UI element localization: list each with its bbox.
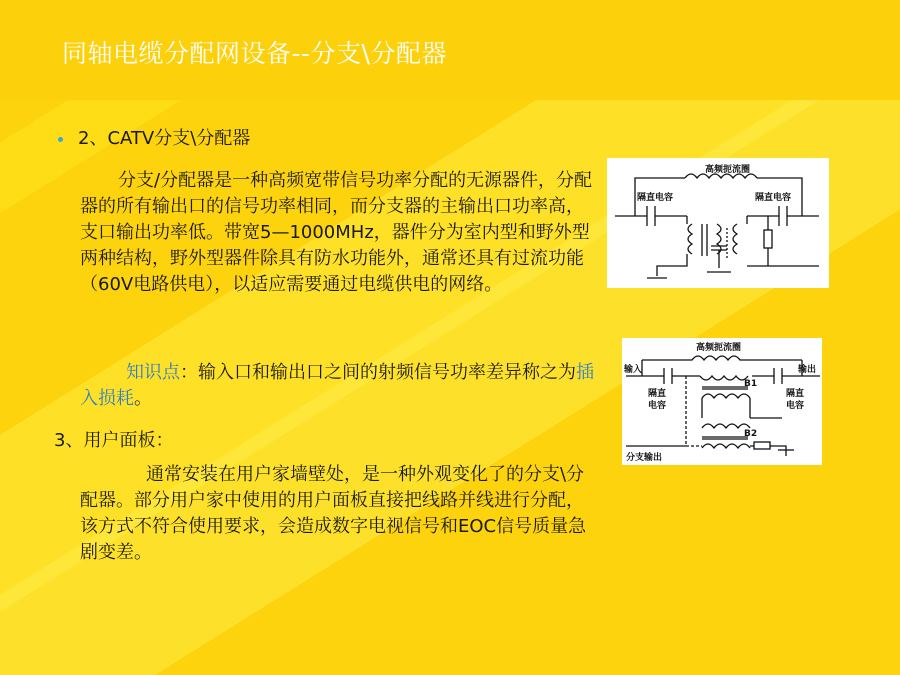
transformer-core — [702, 224, 707, 256]
output-label: 输出 — [798, 365, 817, 375]
b1-coil — [700, 376, 748, 380]
b2-secondary — [702, 444, 750, 448]
b1-core — [702, 387, 748, 389]
transformer-left-coil — [687, 216, 692, 254]
dashed-link — [686, 376, 702, 446]
slide-title: 同轴电缆分配网设备--分支\分配器 — [62, 39, 447, 68]
cap-left-label: 隔直电容 — [637, 193, 674, 203]
choke-label: 高频扼流圈 — [705, 165, 751, 175]
resistor — [764, 230, 772, 248]
section2-paragraph-text: 分支/分配器是一种高频宽带信号功率分配的无源器件，分配器的所有输出口的信号功率相同，而分支器的主输出口功率高，支口输出功率低。带宽5—1000MHz，器件分为室内型和野外型两种结构，野外型器件除具有防水功能外，通常还具有过流功能（60V电路供电），以适应需要通过电缆供电的网络。 — [80, 170, 593, 295]
knowledge-label: 知识点 — [126, 362, 180, 383]
b2-coil — [702, 424, 750, 428]
resistor — [754, 442, 770, 449]
transformer-right-coil — [733, 216, 747, 254]
knowledge-term: 插入损耗 — [80, 362, 594, 409]
knowledge-text-a: ：输入口和输出口之间的射频信号功率差异称之为 — [180, 362, 576, 383]
right-capacitor — [779, 206, 787, 226]
section3-paragraph-text: 通常安装在用户家墙壁处，是一种外观变化了的分支\分配器。部分用户家中使用的用户面板直接把线路并线进行分配，该方式不符合使用要求，会造成数字电视信号和EOC信号质量急剧变差。 — [80, 464, 587, 563]
left-capacitor — [664, 368, 672, 384]
distributor-circuit-diagram — [607, 158, 829, 288]
tap-circuit-svg — [622, 338, 822, 465]
b1-label: B1 — [744, 379, 758, 389]
choke-wire — [642, 356, 802, 360]
b1-secondary-wire — [702, 398, 782, 418]
cap-left-label-1: 隔直 — [648, 389, 667, 399]
knowledge-text-b: 。 — [134, 388, 152, 409]
section3-paragraph — [80, 462, 600, 566]
cap-left-label-2: 电容 — [648, 401, 667, 411]
knowledge-point — [80, 360, 600, 412]
mid-capacitor — [711, 246, 727, 268]
right-capacitor — [774, 368, 782, 384]
left-capacitor — [647, 206, 655, 226]
resistor-wire — [750, 446, 786, 456]
choke-label: 高频扼流圈 — [696, 343, 742, 353]
b2-core — [702, 437, 748, 439]
cap-right-label: 隔直电容 — [755, 193, 792, 203]
b1-secondary — [702, 394, 750, 398]
section2-heading: 2、CATV分支\分配器 — [78, 128, 251, 149]
bullet-dot — [58, 137, 63, 142]
resistor-wire — [747, 216, 819, 266]
tap-circuit-diagram — [622, 338, 822, 465]
ground-wire-left — [657, 254, 687, 276]
section3-heading: 3、用户面板： — [54, 430, 174, 451]
distributor-circuit-svg — [607, 158, 829, 288]
branch-output-label: 分支输出 — [626, 453, 663, 463]
section2-paragraph — [80, 168, 600, 298]
choke-drops — [642, 360, 802, 376]
cap-right-label-1: 隔直 — [786, 389, 805, 399]
b2-label: B2 — [744, 429, 758, 439]
cap-right-label-2: 电容 — [786, 401, 805, 411]
input-label: 输入 — [624, 365, 643, 375]
